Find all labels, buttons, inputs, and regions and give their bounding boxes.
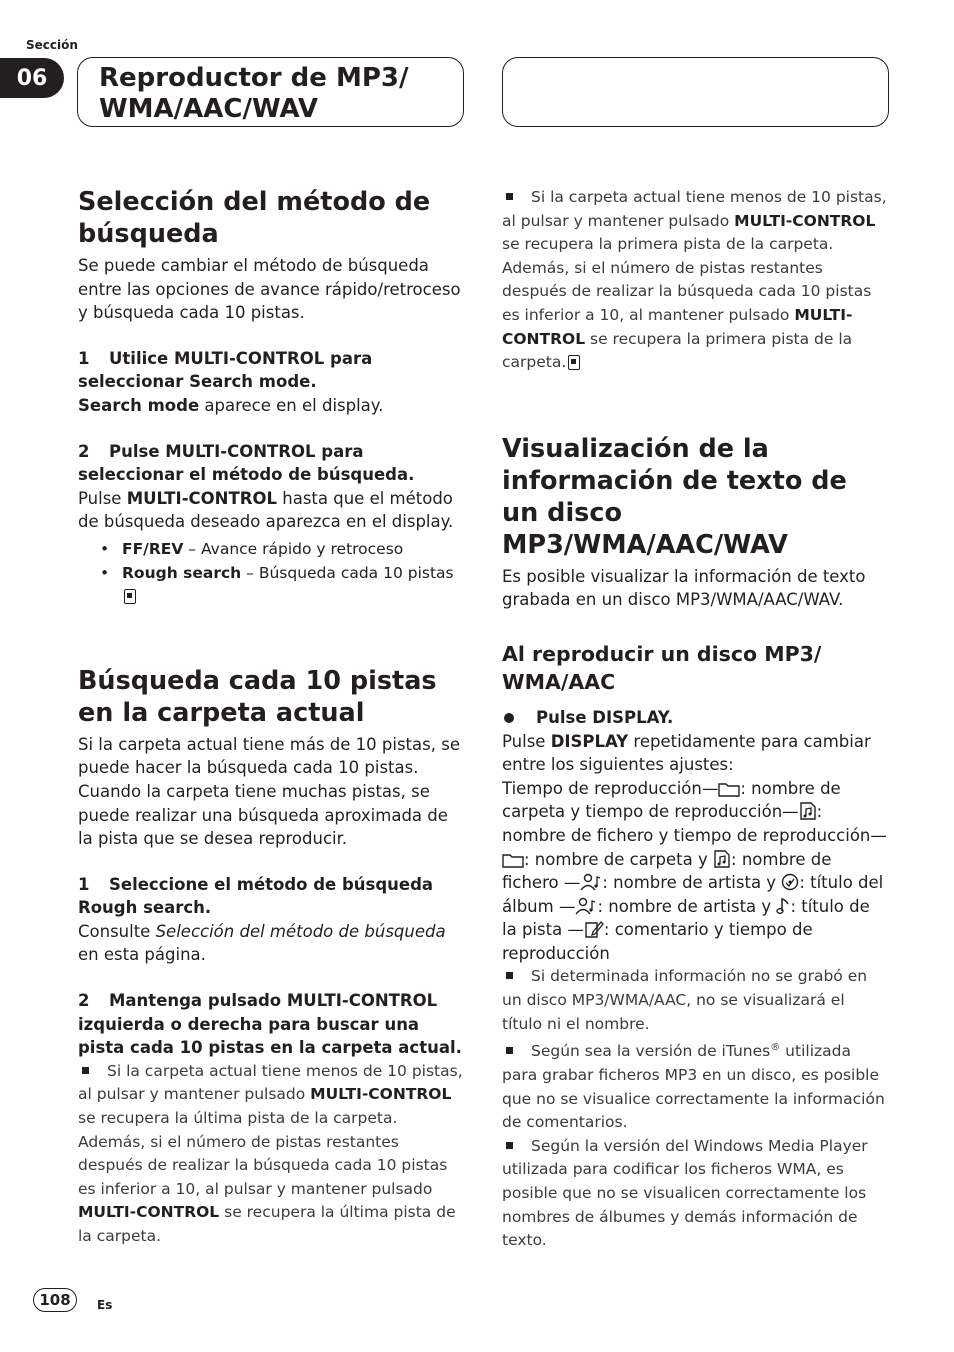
chapter-title-line1: Reproductor de MP3/ [99,63,409,93]
section-number-badge: 06 [0,58,64,98]
note-fewer-than-10-tracks: Si la carpeta actual tiene menos de 10 pistas, al pulsar y mantener pulsado MULTI-CONTROL se recupera la última pista de la carpeta. Además, si el número de pistas restantes después de realizar la búsqueda cada 10 pistas es inferior a 10, al pulsar y mantener pulsado MULTI-CONTROL se recupera la última pista de la carpeta. [78,1061,463,1245]
artist-icon [580,873,602,891]
music-note-icon [776,897,790,915]
search-options-list [100,538,466,609]
chapter-title [78,58,463,125]
step-1-rough-search-body: Consulte Selección del método de búsqueda en esta página. [78,921,446,965]
step-press-display: Pulse DISPLAY. [502,706,888,730]
display-body: Pulse DISPLAY repetidamente para cambiar entre los siguientes ajustes: [502,731,871,775]
end-mark-icon [124,589,136,604]
section-title-search-method: Selección del método de búsqueda [78,187,431,249]
end-mark-icon [568,355,580,370]
album-disc-icon [781,873,799,891]
step-1-select-search-mode: 1 Utilice MULTI-CONTROL para seleccionar Search mode. [78,348,373,392]
list-item: • Rough search – Búsqueda cada 10 pistas [100,562,466,609]
text-info-intro: Es posible visualizar la información de texto grabada en un disco MP3/WMA/AAC/WAV. [502,566,866,610]
left-column [78,186,466,1249]
file-music-icon [713,850,731,868]
comment-edit-icon [584,920,604,938]
empty-header-box [502,57,889,127]
step-1-body: Search mode aparece en el display. [78,395,384,415]
right-column [502,186,888,1253]
list-item: • FF/REV – Avance rápido y retroceso [100,539,404,558]
folder-icon [718,781,740,797]
section-title-text-info: Visualización de la información de texto de un disco MP3/WMA/AAC/WAV [502,433,847,560]
step-2-select-method: 2 Pulse MULTI-CONTROL para seleccionar el método de búsqueda. [78,441,415,485]
folder-icon [502,852,524,868]
file-music-icon [799,802,817,820]
language-code: Es [97,1298,113,1312]
search-method-intro: Se puede cambiar el método de búsqueda entre las opciones de avance rápido/retroceso y búsqueda cada 10 pistas. [78,256,461,323]
step-2-body: Pulse MULTI-CONTROL hasta que el método de búsqueda deseado aparezca en el display. [78,488,454,532]
chapter-title-box [77,57,464,127]
section-title-10-track-search: Búsqueda cada 10 pistas en la carpeta actual [78,665,437,728]
note-continued: Si la carpeta actual tiene menos de 10 pistas, al pulsar y mantener pulsado MULTI-CONTROL se recupera la primera pista de la carpeta. Además, si el número de pistas restantes después de realizar la búsqueda cada 10 pistas es inferior a 10, al mantener pulsado MULTI-CONTROL se recupera la primera pista de la carpeta. [502,188,887,372]
chapter-title-line2: WMA/AAC/WAV [99,94,318,124]
step-2-hold-multi-control: 2 Mantenga pulsado MULTI-CONTROL izquierda o derecha para buscar una pista cada 10 pistas en la carpeta actual. [78,991,462,1058]
ten-track-search-intro: Si la carpeta actual tiene más de 10 pistas, se puede hacer la búsqueda cada 10 pistas. Cuando la carpeta tiene muchas pistas, se puede realizar una búsqueda aproximada de la pista que se desea reproducir. [78,734,460,849]
display-sequence: Tiempo de reproducción— : nombre de carpeta y tiempo de reproducción— : nombre de fichero y tiempo de reproducción—: nombre de carpeta y : nombre de fichero — : nombre de artista y : título del álbum — : nombre de artista y : título de la pista — : comentario y tiempo de reproducción [502,778,887,963]
page-number: 108 [33,1288,77,1312]
subsection-title-playing-disc: Al reproducir un disco MP3/ WMA/AAC [502,641,822,694]
section-label: Sección [26,38,78,52]
note-missing-info: Si determinada información no se grabó en un disco MP3/WMA/AAC, no se visualizará el título ni el nombre. [502,967,868,1033]
note-windows-media-player: Según la versión del Windows Media Player utilizada para codificar los ficheros WMA, es posible que no se visualicen correctamente los nombres de álbumes y demás información de texto. [502,1136,868,1250]
step-1-rough-search: 1 Seleccione el método de búsqueda Rough search. [78,874,434,918]
artist-icon [575,897,597,915]
note-itunes: Según sea la versión de iTunes® utilizada para grabar ficheros MP3 en un disco, es posible que no se visualice correctamente la información de comentarios. [502,1042,885,1132]
